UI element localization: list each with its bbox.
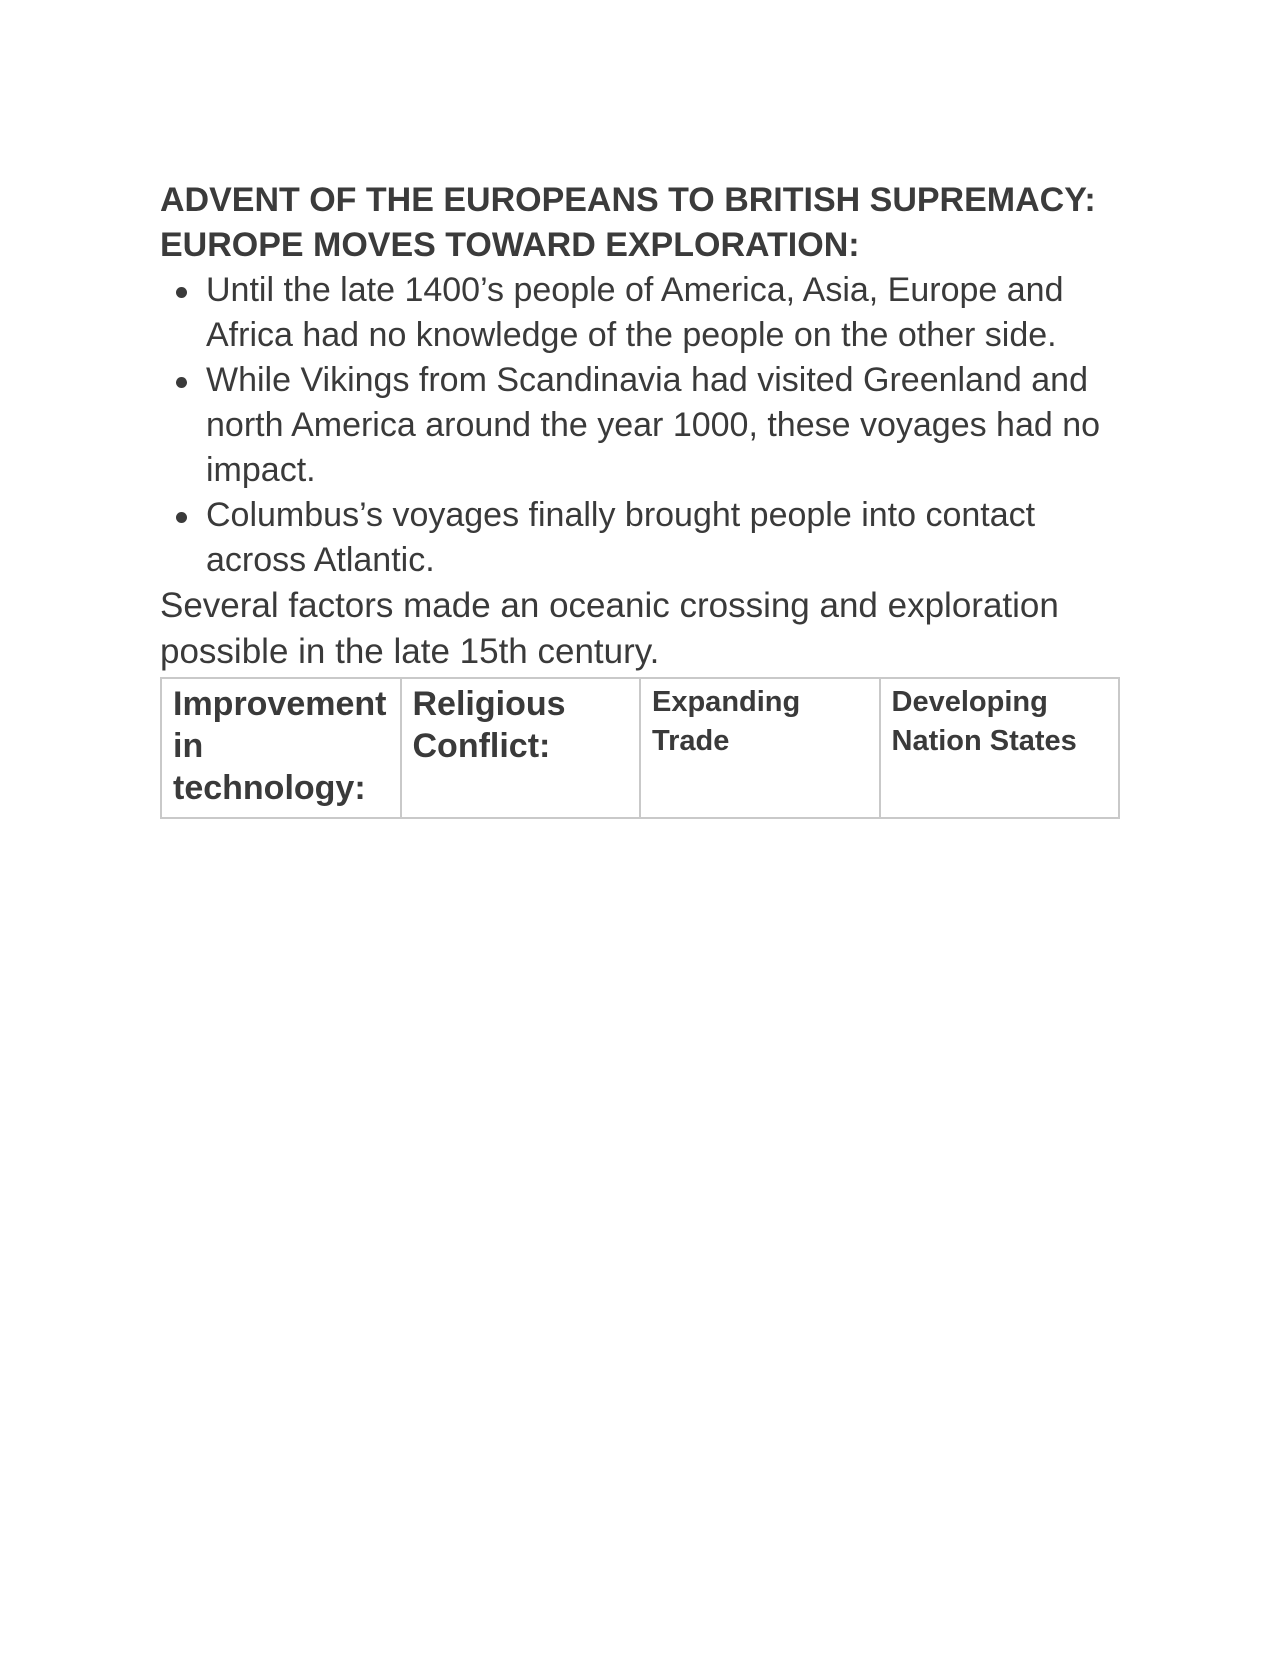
section-heading: EUROPE MOVES TOWARD EXPLORATION: [160,226,860,264]
table-cell-technology: Improvement in technology: [161,678,401,818]
body-paragraph: Several factors made an oceanic crossing and exploration possible in the late 15th century. [160,586,1059,671]
list-item: While Vikings from Scandinavia had visited Greenland and north America around the year 1000, these voyages had no impact. [206,358,1120,493]
table-cell-expanding-trade: Expanding Trade [640,678,880,818]
document-title: ADVENT OF THE EUROPEANS TO BRITISH SUPREMACY: [160,181,1096,219]
bullet-list [160,268,1120,583]
list-item: Until the late 1400’s people of America, Asia, Europe and Africa had no knowledge of the people on the other side. [206,268,1120,358]
table-cell-religious-conflict: Religious Conflict: [401,678,641,818]
table-cell-nation-states: Developing Nation States [880,678,1120,818]
factors-table [160,677,1120,819]
table-row [161,678,1119,818]
list-item: Columbus’s voyages finally brought people into contact across Atlantic. [206,493,1120,583]
document-page [160,178,1120,819]
